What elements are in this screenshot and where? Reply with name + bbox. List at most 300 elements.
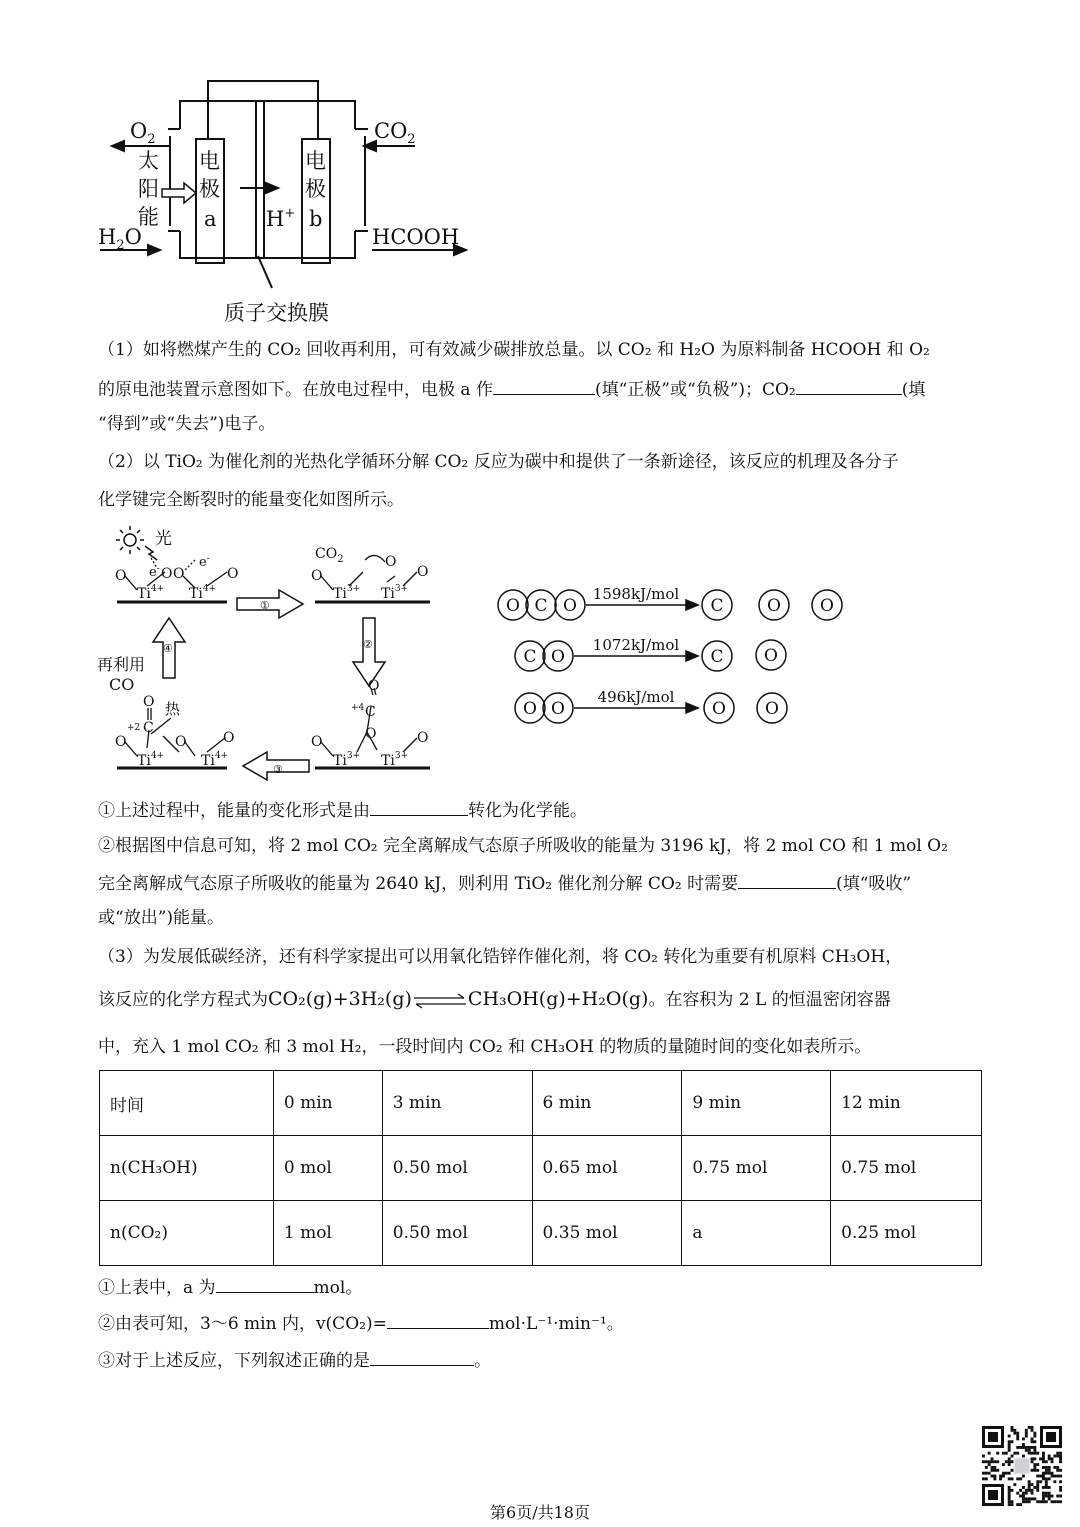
- qr-module: [1028, 1480, 1031, 1483]
- q3-sub1: ①上表中，a 为 mol。: [98, 1274, 986, 1300]
- qr-module: [1031, 1489, 1034, 1492]
- qr-module: [1031, 1460, 1034, 1463]
- panel3-o-mid: O: [365, 726, 377, 742]
- table-cell: a: [682, 1201, 831, 1266]
- qr-module: [1028, 1486, 1031, 1489]
- solar-char-1: 太: [138, 149, 159, 173]
- qr-module: [985, 1460, 988, 1463]
- atom-o: O: [551, 647, 565, 667]
- table-cell: 0.50 mol: [382, 1201, 532, 1266]
- panel3-o-2: O: [417, 730, 429, 746]
- qr-module: [1045, 1472, 1048, 1475]
- q2-sub1: ①上述过程中，能量的变化形式是由 转化为化学能。: [98, 797, 986, 823]
- qr-module: [1031, 1469, 1034, 1472]
- qr-module: [1008, 1472, 1011, 1475]
- table-cell: n(CO₂): [100, 1201, 274, 1266]
- page-number: 第6页/共18页: [490, 1503, 590, 1522]
- qr-module: [1008, 1495, 1011, 1498]
- qr-module: [1036, 1486, 1039, 1489]
- qr-module: [1005, 1460, 1008, 1463]
- table-cell: n(CH₃OH): [100, 1136, 274, 1201]
- qr-module: [1022, 1446, 1025, 1449]
- qr-module: [1028, 1446, 1031, 1449]
- panel2-co2: $CO_2$: [315, 546, 344, 565]
- qr-module: [1025, 1489, 1028, 1492]
- mechanism-diagram: [95, 520, 440, 782]
- qr-module: [1008, 1457, 1011, 1460]
- table-cell: 1 mol: [273, 1201, 382, 1266]
- qr-module: [1042, 1477, 1045, 1480]
- h2o-label: $H_2O$: [98, 225, 142, 253]
- qr-module: [1059, 1460, 1062, 1463]
- panel1-o-4: O: [227, 566, 239, 582]
- bond-energy-o2: 496kJ/mol: [597, 688, 675, 706]
- qr-module: [1016, 1437, 1019, 1440]
- qr-module: [999, 1477, 1002, 1480]
- panel1-o-3: O: [173, 566, 185, 582]
- qr-module: [1031, 1437, 1034, 1440]
- qr-module: [1036, 1475, 1039, 1478]
- qr-module: [1048, 1486, 1051, 1489]
- qr-module: [1036, 1480, 1039, 1483]
- table-header-cell: 3 min: [382, 1071, 532, 1136]
- q2-line-2: 化学键完全断裂时的能量变化如图所示。: [98, 490, 404, 510]
- qr-module: [1028, 1483, 1031, 1486]
- qr-module: [1005, 1452, 1008, 1455]
- qr-module: [1002, 1463, 1005, 1466]
- qr-module: [1031, 1446, 1034, 1449]
- o2-label: $O_2$: [130, 119, 156, 147]
- table-header-cell: 9 min: [682, 1071, 831, 1136]
- atom-o: O: [767, 596, 781, 616]
- qr-module: [1059, 1489, 1062, 1492]
- qr-module: [1005, 1472, 1008, 1475]
- q2-sub2-line-1: ②根据图中信息可知，将 2 mol CO₂ 完全离解成气态原子所吸收的能量为 3196 kJ，将 2 mol CO 和 1 mol O₂: [98, 836, 948, 856]
- qr-module: [1031, 1429, 1034, 1432]
- qr-module: [1033, 1435, 1036, 1438]
- q3-line-1: （3）为发展低碳经济，还有科学家提出可以用氧化锆锌作催化剂，将 CO₂ 转化为重要有机原料 CH₃OH，: [98, 947, 903, 967]
- qr-module: [1011, 1455, 1014, 1458]
- electrode-b-char-3: b: [309, 207, 323, 231]
- qr-module: [1033, 1449, 1036, 1452]
- qr-module: [1033, 1440, 1036, 1443]
- qr-module: [1048, 1455, 1051, 1458]
- qr-module: [1042, 1475, 1045, 1478]
- qr-module: [1033, 1463, 1036, 1466]
- answer-blank-rate[interactable]: [387, 1310, 489, 1329]
- qr-module: [985, 1472, 988, 1475]
- qr-module: [1036, 1483, 1039, 1486]
- hcooh-label: HCOOH: [372, 225, 460, 249]
- qr-module: [1042, 1452, 1045, 1455]
- step-3-label: ③: [273, 763, 283, 776]
- electron-label-2: e-: [199, 554, 210, 570]
- qr-module: [993, 1469, 996, 1472]
- bond-energy-co2: 1598kJ/mol: [592, 585, 680, 603]
- qr-module: [1008, 1435, 1011, 1438]
- answer-blank-electrode[interactable]: [493, 376, 595, 395]
- qr-module: [1002, 1475, 1005, 1478]
- qr-module: [1059, 1495, 1062, 1498]
- panel3-c: C: [365, 704, 376, 720]
- qr-module: [982, 1460, 985, 1463]
- qr-module: [1051, 1472, 1054, 1475]
- qr-module: [1048, 1495, 1051, 1498]
- qr-module: [1022, 1443, 1025, 1446]
- panel2-ti-2: $Ti^{3+}$: [381, 584, 409, 602]
- qr-module: [1033, 1469, 1036, 1472]
- qr-module: [1048, 1477, 1051, 1480]
- bond-energy-diagram: [490, 578, 860, 734]
- solar-char-3: 能: [138, 205, 159, 229]
- qr-module: [985, 1466, 988, 1469]
- qr-module: [1053, 1466, 1056, 1469]
- qr-module: [1048, 1492, 1051, 1495]
- qr-module: [991, 1460, 994, 1463]
- qr-module: [1008, 1489, 1011, 1492]
- reuse-label: 再利用: [97, 655, 146, 674]
- atom-o: O: [820, 596, 834, 616]
- atom-o: O: [523, 699, 537, 719]
- qr-module: [1008, 1446, 1011, 1449]
- table-cell: 0.65 mol: [532, 1136, 682, 1201]
- table-row: [100, 1201, 982, 1266]
- qr-module: [1025, 1435, 1028, 1438]
- membrane-label: 质子交换膜: [224, 301, 329, 325]
- light-label: 光: [155, 529, 172, 549]
- qr-module: [982, 1472, 985, 1475]
- qr-module: [1002, 1452, 1005, 1455]
- panel2-o-top: O: [385, 554, 397, 570]
- panel1-o-2: O: [161, 566, 173, 582]
- qr-module: [1033, 1432, 1036, 1435]
- qr-module: [1016, 1435, 1019, 1438]
- qr-module: [991, 1457, 994, 1460]
- qr-module: [1008, 1492, 1011, 1495]
- step-1-label: ①: [260, 599, 270, 612]
- qr-module: [1033, 1452, 1036, 1455]
- atom-o: O: [712, 699, 726, 719]
- table-cell: 0.50 mol: [382, 1136, 532, 1201]
- hplus-label: H+: [266, 206, 296, 231]
- qr-module: [1025, 1432, 1028, 1435]
- qr-module: [1028, 1489, 1031, 1492]
- qr-module: [1036, 1452, 1039, 1455]
- qr-module: [988, 1472, 991, 1475]
- electrode-a-char-2: 极: [199, 177, 220, 201]
- qr-module: [1039, 1475, 1042, 1478]
- qr-module: [1025, 1446, 1028, 1449]
- q3-line-3: 中，充入 1 mol CO₂ 和 3 mol H₂，一段时间内 CO₂ 和 CH₃OH 的物质的量随时间的变化如表所示。: [98, 1037, 872, 1057]
- answer-blank-correct-statement[interactable]: [370, 1347, 474, 1366]
- qr-module: [996, 1452, 999, 1455]
- qr-module: [982, 1477, 985, 1480]
- panel1-o-1: O: [115, 568, 127, 584]
- panel3-o-1: O: [311, 734, 323, 750]
- qr-module: [1019, 1495, 1022, 1498]
- qr-module: [1045, 1469, 1048, 1472]
- qr-module: [1016, 1452, 1019, 1455]
- qr-module: [1033, 1486, 1036, 1489]
- qr-module: [985, 1477, 988, 1480]
- qr-module: [1011, 1426, 1014, 1429]
- qr-module: [996, 1469, 999, 1472]
- electrode-a-char-1: 电: [199, 149, 220, 173]
- cell-diagram: [90, 76, 490, 330]
- atom-o: O: [506, 596, 520, 616]
- qr-module: [1011, 1440, 1014, 1443]
- qr-module: [1056, 1495, 1059, 1498]
- panel3-o-top: O: [368, 678, 380, 694]
- co2-label: $CO_2$: [374, 119, 416, 147]
- data-table: [99, 1070, 982, 1266]
- qr-module: [1031, 1426, 1034, 1429]
- qr-code: [980, 1424, 1064, 1508]
- qr-module: [1011, 1469, 1014, 1472]
- q3-sub3: ③对于上述反应，下列叙述正确的是 。: [98, 1347, 986, 1373]
- step-2-label: ②: [363, 638, 373, 651]
- qr-module: [1042, 1466, 1045, 1469]
- qr-module: [1022, 1455, 1025, 1458]
- qr-module: [1008, 1460, 1011, 1463]
- qr-module: [1042, 1495, 1045, 1498]
- qr-module: [988, 1460, 991, 1463]
- qr-module: [1056, 1475, 1059, 1478]
- qr-module: [1028, 1426, 1031, 1429]
- qr-module: [1011, 1489, 1014, 1492]
- q3-line-2: 该反应的化学方程式为CO₂(g)+3H₂(g) CH₃OH(g)+H₂O(g)。在容积为 2 L 的恒温密闭容器: [98, 988, 891, 1010]
- q1-line-3: “得到”或“失去”)电子。: [98, 414, 276, 434]
- qr-module: [991, 1466, 994, 1469]
- qr-module: [1059, 1452, 1062, 1455]
- co-label: CO: [109, 675, 135, 694]
- qr-module: [1039, 1457, 1042, 1460]
- panel4-o-3: O: [223, 730, 235, 746]
- qr-module: [1051, 1460, 1054, 1463]
- panel4-o-1: O: [115, 734, 127, 750]
- qr-module: [1028, 1452, 1031, 1455]
- qr-module: [996, 1460, 999, 1463]
- qr-module: [1056, 1455, 1059, 1458]
- bond-energy-co: 1072kJ/mol: [592, 636, 680, 654]
- answer-blank-energy-form[interactable]: [370, 797, 468, 816]
- atom-o: O: [765, 699, 779, 719]
- qr-module: [1045, 1495, 1048, 1498]
- qr-module: [1056, 1466, 1059, 1469]
- table-header-cell: 时间: [100, 1071, 274, 1136]
- qr-module: [1039, 1480, 1042, 1483]
- qr-module: [993, 1466, 996, 1469]
- qr-module: [1051, 1495, 1054, 1498]
- table-cell: 0.75 mol: [682, 1136, 831, 1201]
- panel4-o-2: O: [175, 734, 187, 750]
- qr-module: [1019, 1446, 1022, 1449]
- qr-module: [1042, 1472, 1045, 1475]
- qr-module: [1045, 1460, 1048, 1463]
- panel4-c: C: [143, 720, 154, 736]
- qr-module: [1002, 1472, 1005, 1475]
- q2-line-1: （2）以 TiO₂ 为催化剂的光热化学循环分解 CO₂ 反应为碳中和提供了一条新途径，该反应的机理及各分子: [98, 452, 899, 472]
- qr-module: [993, 1460, 996, 1463]
- qr-module: [993, 1475, 996, 1478]
- qr-module: [1022, 1437, 1025, 1440]
- qr-module: [1053, 1475, 1056, 1478]
- electrode-b-char-1: 电: [305, 149, 326, 173]
- qr-module: [1019, 1489, 1022, 1492]
- qr-module: [1008, 1440, 1011, 1443]
- table-row: [100, 1136, 982, 1201]
- qr-module: [1013, 1429, 1016, 1432]
- qr-module: [1059, 1486, 1062, 1489]
- qr-module: [1048, 1457, 1051, 1460]
- qr-module: [1022, 1492, 1025, 1495]
- qr-module: [1033, 1466, 1036, 1469]
- atom-o: O: [563, 596, 577, 616]
- answer-blank-a-value[interactable]: [216, 1274, 314, 1293]
- table-header-cell: 6 min: [532, 1071, 682, 1136]
- qr-module: [1051, 1457, 1054, 1460]
- panel4-ti-2: $Ti^{4+}$: [201, 751, 229, 769]
- qr-module: [988, 1452, 991, 1455]
- q2-sub2-line-2: 完全离解成气态原子所吸收的能量为 2640 kJ，则利用 TiO₂ 催化剂分解 CO₂ 时需要 (填“吸收”: [98, 870, 986, 896]
- electrode-b-char-2: 极: [305, 177, 326, 201]
- panel2-o-2: O: [417, 564, 429, 580]
- qr-module: [1028, 1449, 1031, 1452]
- atom-c: C: [523, 647, 537, 667]
- panel2-ti-1: $Ti^{3+}$: [333, 584, 361, 602]
- qr-module: [1022, 1475, 1025, 1478]
- qr-module: [1033, 1446, 1036, 1449]
- qr-module: [1019, 1477, 1022, 1480]
- qr-module: [1008, 1443, 1011, 1446]
- qr-module: [1031, 1492, 1034, 1495]
- answer-blank-electrons[interactable]: [796, 376, 902, 395]
- equation-right: CH₃OH(g)+H₂O(g): [467, 988, 649, 1010]
- qr-module: [1031, 1483, 1034, 1486]
- qr-module: [1008, 1463, 1011, 1466]
- electrode-a-char-3: a: [204, 207, 217, 231]
- qr-module: [1036, 1463, 1039, 1466]
- qr-module: [991, 1469, 994, 1472]
- panel4-plus2: +2: [127, 723, 141, 733]
- qr-module: [1042, 1457, 1045, 1460]
- table-cell: 0 mol: [273, 1136, 382, 1201]
- qr-module: [999, 1475, 1002, 1478]
- qr-module: [1056, 1452, 1059, 1455]
- qr-module: [1045, 1486, 1048, 1489]
- qr-module: [1025, 1449, 1028, 1452]
- heat-label: 热: [165, 700, 181, 718]
- qr-module: [1059, 1480, 1062, 1483]
- qr-module: [1016, 1432, 1019, 1435]
- q1-line-2: 的原电池装置示意图如下。在放电过程中，电极 a 作 (填“正极”或“负极”)；CO₂ (填: [98, 376, 986, 402]
- qr-module: [1042, 1455, 1045, 1458]
- qr-module: [1051, 1475, 1054, 1478]
- qr-module: [1045, 1480, 1048, 1483]
- qr-module: [1016, 1492, 1019, 1495]
- qr-module: [1036, 1489, 1039, 1492]
- qr-module: [1036, 1469, 1039, 1472]
- qr-module: [1045, 1466, 1048, 1469]
- solar-char-2: 阳: [138, 177, 159, 201]
- electron-label-1: e-: [149, 564, 160, 580]
- qr-module: [1008, 1477, 1011, 1480]
- qr-module: [1031, 1440, 1034, 1443]
- qr-module: [1025, 1492, 1028, 1495]
- atom-c: C: [710, 647, 724, 667]
- qr-module: [1059, 1457, 1062, 1460]
- equilibrium-arrow-icon: [412, 993, 468, 1009]
- qr-module: [1008, 1486, 1011, 1489]
- qr-module: [982, 1455, 985, 1458]
- qr-module: [1053, 1455, 1056, 1458]
- table-header-cell: 0 min: [273, 1071, 382, 1136]
- panel3-ti-2: $Ti^{3+}$: [381, 751, 409, 769]
- qr-module: [1033, 1457, 1036, 1460]
- qr-module: [1031, 1452, 1034, 1455]
- qr-module: [1053, 1480, 1056, 1483]
- qr-module: [1013, 1432, 1016, 1435]
- qr-module: [1045, 1492, 1048, 1495]
- qr-module: [1016, 1477, 1019, 1480]
- qr-module: [1048, 1469, 1051, 1472]
- panel4-o-top: O: [143, 694, 155, 710]
- qr-module: [1022, 1486, 1025, 1489]
- equation-left: CO₂(g)+3H₂(g): [268, 988, 412, 1010]
- panel1-ti-1: $Ti^{4+}$: [137, 584, 165, 602]
- q3-sub2: ②由表可知，3～6 min 内，v(CO₂)= mol·L⁻¹·min⁻¹。: [98, 1310, 986, 1336]
- qr-module: [1031, 1457, 1034, 1460]
- step-4-label: ④: [163, 642, 173, 655]
- qr-module: [1042, 1492, 1045, 1495]
- qr-module: [1045, 1483, 1048, 1486]
- qr-module: [1016, 1446, 1019, 1449]
- qr-module: [1011, 1460, 1014, 1463]
- table-cell: 0.75 mol: [831, 1136, 982, 1201]
- table-cell: 0.25 mol: [831, 1201, 982, 1266]
- qr-module: [991, 1475, 994, 1478]
- qr-module: [1022, 1495, 1025, 1498]
- qr-module: [1011, 1429, 1014, 1432]
- panel4-ti-1: $Ti^{4+}$: [137, 751, 165, 769]
- table-header-cell: 12 min: [831, 1071, 982, 1136]
- qr-module: [1025, 1429, 1028, 1432]
- atom-o: O: [764, 646, 778, 666]
- answer-blank-absorb-release[interactable]: [738, 870, 836, 889]
- qr-module: [1013, 1452, 1016, 1455]
- q2-sub2-line-3: 或“放出”)能量。: [98, 908, 225, 928]
- qr-module: [1011, 1477, 1014, 1480]
- qr-module: [1048, 1466, 1051, 1469]
- qr-module: [1056, 1469, 1059, 1472]
- qr-module: [1059, 1455, 1062, 1458]
- qr-module: [1042, 1460, 1045, 1463]
- panel2-o-1: O: [311, 568, 323, 584]
- qr-module: [1045, 1477, 1048, 1480]
- qr-module: [988, 1463, 991, 1466]
- atom-c: C: [710, 596, 724, 616]
- qr-module: [1059, 1469, 1062, 1472]
- qr-module: [1048, 1472, 1051, 1475]
- panel3-plus4: +4: [351, 703, 365, 713]
- qr-module: [1059, 1475, 1062, 1478]
- table-row: [100, 1071, 982, 1136]
- qr-module: [993, 1477, 996, 1480]
- atom-o: O: [551, 699, 565, 719]
- qr-module: [1008, 1449, 1011, 1452]
- table-cell: 0.35 mol: [532, 1201, 682, 1266]
- panel1-ti-2: $Ti^{4+}$: [189, 584, 217, 602]
